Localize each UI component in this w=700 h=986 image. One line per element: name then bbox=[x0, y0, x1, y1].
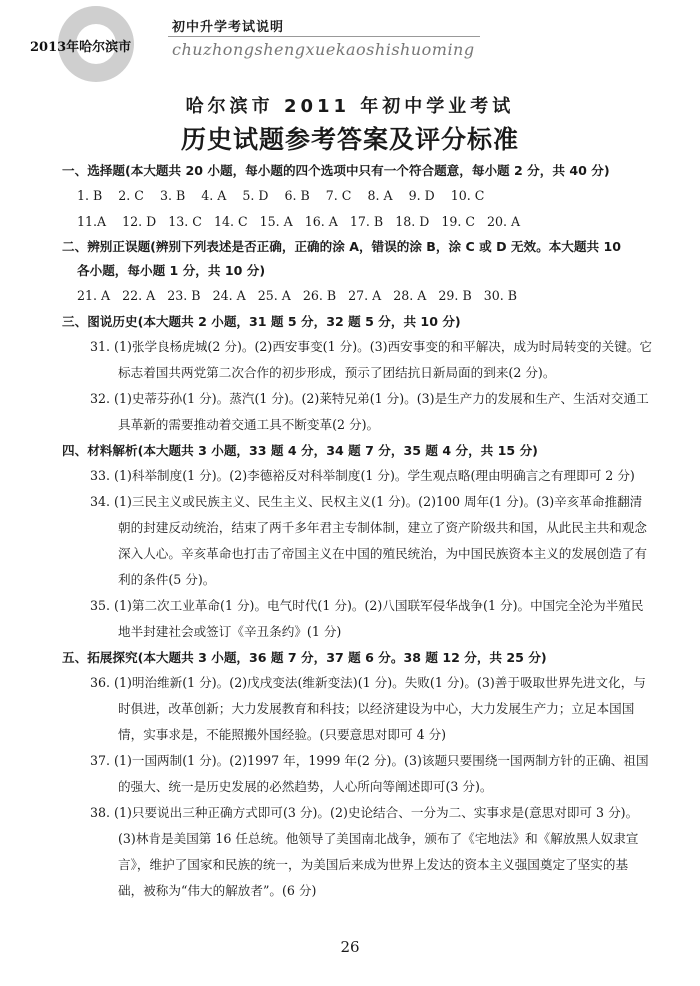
question-38: 38. (1)只要说出三种正确方式即可(3 分)。(2)史论结合、一分为二、实事求是(意思对即可 3 分)。(3)林肯是美国第 16 任总统。他领导了美国南北战争，颁布了《宅地法》和《解放黑人奴隶宣言》，维护了国家和民族的统一，为美国后来成为世界上发达的资本主义强国奠定了坚实的基础，被称为“伟大的解放者”。(6 分) bbox=[90, 805, 639, 898]
question-34: 34. (1)三民主义或民族主义、民生主义、民权主义(1 分)。(2)100 周年(1 分)。(3)辛亥革命推翻清朝的封建反动统治，结束了两千多年君主专制体制，建立了资产阶级共和国，从此民主共和观念深入人心。辛亥革命也打击了帝国主义在中国的殖民统治，为中国民族资本主义的发展创造了有利的条件(5 分)。 bbox=[90, 494, 647, 587]
section-2 bbox=[62, 235, 652, 309]
section-heading: 四、材料解析(本大题共 3 小题，33 题 4 分，34 题 7 分，35 题 4 分，共 15 分) bbox=[62, 443, 538, 458]
answer-content bbox=[62, 158, 652, 904]
answer-row: 11.A 12. D 13. C 14. C 15. A 16. A 17. B 18. D 19. C 20. A bbox=[77, 214, 521, 229]
question-31: 31. (1)张学良杨虎城(2 分)。(2)西安事变(1 分)。(3)西安事变的和平解决，成为时局转变的关键。它标志着国共两党第二次合作的初步形成，预示了团结抗日新局面的到来(2 分)。 bbox=[90, 339, 653, 380]
section-heading-cont: 各小题，每小题 1 分，共 10 分) bbox=[77, 263, 266, 278]
series-title: 初中升学考试说明 bbox=[172, 20, 285, 35]
question-36: 36. (1)明治维新(1 分)。(2)戊戌变法(维新变法)(1 分)。失败(1 分)。(3)善于吸取世界先进文化，与时俱进，改革创新；大力发展教育和科技；以经济建设为中心，大力发展生产力；立足本国国情，实事求是，不能照搬外国经验。(只要意思对即可 4 分) bbox=[90, 675, 646, 742]
section-heading: 五、拓展探究(本大题共 3 小题，36 题 7 分，37 题 6 分。38 题 12 分，共 25 分) bbox=[62, 650, 547, 665]
page-number: 26 bbox=[340, 938, 360, 956]
series-pinyin: chuzhongshengxuekaoshishuoming bbox=[172, 40, 475, 59]
section-heading: 二、辨别正误题(辨别下列表述是否正确，正确的涂 A，错误的涂 B，涂 C 或 D 无效。本大题共 10 bbox=[62, 239, 621, 254]
section-3 bbox=[62, 309, 652, 438]
question-37: 37. (1)一国两制(1 分)。(2)1997 年，1999 年(2 分)。(3)该题只要围绕一国两制方针的正确、祖国的强大、统一是历史发展的必然趋势，人心所向等阐述即可(3 分)。 bbox=[90, 753, 649, 794]
answer-row: 1. B 2. C 3. B 4. A 5. D 6. B 7. C 8. A 9. D 10. C bbox=[77, 188, 485, 203]
section-heading: 一、选择题(本大题共 20 小题，每小题的四个选项中只有一个符合题意，每小题 2 分，共 40 分) bbox=[62, 163, 610, 178]
section-5 bbox=[62, 645, 652, 904]
document-title: 历史试题参考答案及评分标准 bbox=[180, 125, 519, 154]
section-1 bbox=[62, 158, 652, 235]
section-4 bbox=[62, 438, 652, 645]
section-heading: 三、图说历史(本大题共 2 小题，31 题 5 分，32 题 5 分，共 10 分) bbox=[62, 314, 461, 329]
answer-row: 21. A 22. A 23. B 24. A 25. A 26. B 27. A 28. A 29. B 30. B bbox=[77, 288, 517, 303]
header-divider bbox=[168, 36, 480, 37]
question-35: 35. (1)第二次工业革命(1 分)。电气时代(1 分)。(2)八国联军侵华战争(1 分)。中国完全沦为半殖民地半封建社会或签订《辛丑条约》(1 分) bbox=[90, 598, 644, 639]
question-33: 33. (1)科举制度(1 分)。(2)李德裕反对科举制度(1 分)。学生观点略(理由明确言之有理即可 2 分) bbox=[90, 468, 635, 483]
year-label: 2013年哈尔滨市 bbox=[30, 40, 132, 55]
page-header bbox=[0, 0, 700, 80]
exam-title: 哈尔滨市 2011 年初中学业考试 bbox=[185, 96, 515, 117]
question-32: 32. (1)史蒂芬孙(1 分)。蒸汽(1 分)。(2)莱特兄弟(1 分)。(3)是生产力的发展和生产、生活对交通工具革新的需要推动着交通工具不断变革(2 分)。 bbox=[90, 391, 649, 432]
